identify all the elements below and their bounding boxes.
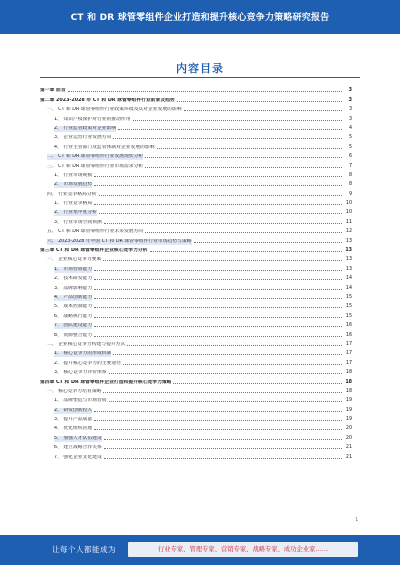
toc-leader-dots xyxy=(104,439,342,440)
toc-entry-title: 1、 核心竞争力的形成机制 xyxy=(54,351,112,357)
toc-entry-page: 21 xyxy=(345,445,352,451)
toc-entry-title: 4、 优化组织管理 xyxy=(54,426,93,432)
toc-entry[interactable] xyxy=(40,235,352,244)
toc-entry-page: 12 xyxy=(345,229,352,235)
toc-leader-dots xyxy=(94,411,342,412)
toc-entry-title: 3、 企业运营行业发展方向 xyxy=(54,135,112,141)
toc-entry[interactable] xyxy=(40,386,352,395)
toc-leader-dots xyxy=(94,279,342,280)
toc-entry-title: 一、 CT 和 DR 球管零组件行业政策环境及其对企业发展的影响 xyxy=(47,107,182,113)
toc-entry[interactable] xyxy=(40,104,352,113)
toc-entry[interactable] xyxy=(40,160,352,169)
toc-leader-dots xyxy=(173,383,342,384)
toc-leader-dots xyxy=(99,213,342,214)
toc-entry-page: 11 xyxy=(345,219,352,225)
toc-entry-page: 4 xyxy=(348,125,352,131)
toc-entry-title: 六、 2023-2028 年中国 CT 和 DR 球管零组件行业市场趋势与策略 xyxy=(47,238,192,244)
toc-entry-title: 三、 CT 和 DR 球管零组件行业市场需求分析 xyxy=(47,163,144,169)
toc-entry-title: 3、 提升产品质量 xyxy=(54,417,93,423)
toc-entry-page: 14 xyxy=(345,276,352,282)
toc-entry-page: 18 xyxy=(345,379,352,385)
toc-entry[interactable] xyxy=(40,94,352,103)
toc-entry[interactable] xyxy=(40,132,352,141)
toc-entry-title: 1、 市场营销能力 xyxy=(54,266,93,272)
toc-entry-title: 第一章 前言 xyxy=(40,88,66,94)
toc-entry-title: 五、 CT 和 DR 球管零组件行业未来发展方向 xyxy=(47,229,144,235)
toc-entry[interactable] xyxy=(40,423,352,432)
toc-entry[interactable] xyxy=(40,273,352,282)
toc-entry[interactable] xyxy=(40,207,352,216)
toc-leader-dots xyxy=(94,326,342,327)
toc-entry-title: 1、 行业市场规模 xyxy=(54,172,93,178)
toc-entry-title: 二、 CT 和 DR 球管零组件行业发展现状分析 xyxy=(47,154,144,160)
footer-slogan: 让每个人都能成为 xyxy=(52,545,116,554)
toc-entry[interactable] xyxy=(40,170,352,179)
toc-leader-dots xyxy=(133,120,342,121)
toc-entry-page: 18 xyxy=(345,388,352,394)
table-of-contents xyxy=(40,85,352,461)
toc-entry-title: 6、 战略执行能力 xyxy=(54,313,93,319)
toc-entry-page: 9 xyxy=(348,191,352,197)
toc-entry-page: 17 xyxy=(345,351,352,357)
toc-entry-title: 一、 企业核心竞争力要素 xyxy=(47,257,102,263)
toc-entry[interactable] xyxy=(40,188,352,197)
toc-entry-title: 3、 品牌影响能力 xyxy=(54,285,93,291)
toc-entry[interactable] xyxy=(40,442,352,451)
toc-leader-dots xyxy=(157,148,342,149)
toc-leader-dots xyxy=(123,364,342,365)
toc-entry-page: 19 xyxy=(345,407,352,413)
toc-leader-dots xyxy=(94,289,342,290)
toc-entry[interactable] xyxy=(40,432,352,441)
toc-entry-page: 21 xyxy=(345,454,352,460)
toc-entry-title: 一、 核心竞争力培育策略 xyxy=(47,388,102,394)
toc-entry-title: 2、 市场发展趋势 xyxy=(54,182,93,188)
toc-entry-title: 4、 行业主管部门及监管体制对企业发展的影响 xyxy=(54,144,155,150)
toc-entry-title: 7、 团队建设能力 xyxy=(54,323,93,329)
toc-entry-page: 6 xyxy=(348,154,352,160)
toc-entry[interactable] xyxy=(40,151,352,160)
toc-entry-title: 第三章 CT 和 DR 球管零组件企业核心竞争力分析 xyxy=(40,248,148,254)
toc-entry[interactable] xyxy=(40,292,352,301)
toc-entry[interactable] xyxy=(40,348,352,357)
toc-entry[interactable] xyxy=(40,451,352,460)
toc-entry[interactable] xyxy=(40,320,352,329)
toc-leader-dots xyxy=(94,185,342,186)
toc-entry-title: 二、 企业核心竞争力构建与提升方式 xyxy=(47,341,126,347)
toc-entry-page: 13 xyxy=(345,257,352,263)
toc-entry[interactable] xyxy=(40,414,352,423)
toc-entry-title: 第二章 2023-2028 年 CT 和 DR 球管零组件行业前景及趋势 xyxy=(40,97,175,103)
toc-entry-page: 7 xyxy=(348,163,352,169)
toc-divider xyxy=(40,77,360,78)
toc-entry[interactable] xyxy=(40,123,352,132)
toc-entry[interactable] xyxy=(40,263,352,272)
toc-leader-dots xyxy=(94,176,342,177)
toc-leader-dots xyxy=(94,298,342,299)
toc-leader-dots xyxy=(113,354,342,355)
toc-leader-dots xyxy=(94,307,342,308)
footer-tagline: 行业专家、管理专家、营销专家、战略专家、成功企业家…… xyxy=(128,542,358,557)
toc-leader-dots xyxy=(113,138,342,139)
toc-leader-dots xyxy=(145,232,342,233)
toc-leader-dots xyxy=(99,195,343,196)
toc-leader-dots xyxy=(109,401,342,402)
toc-entry-title: 1、 行业竞争格局 xyxy=(54,201,93,207)
toc-leader-dots xyxy=(68,91,342,92)
toc-leader-dots xyxy=(94,336,342,337)
toc-entry-page: 8 xyxy=(348,172,352,178)
toc-leader-dots xyxy=(94,204,342,205)
page-number-marker: 1 xyxy=(355,517,358,522)
toc-entry-page: 17 xyxy=(345,360,352,366)
toc-entry[interactable] xyxy=(40,367,352,376)
toc-leader-dots xyxy=(145,157,342,158)
toc-entry-title: 4、 产品创新能力 xyxy=(54,294,93,300)
toc-entry-title: 6、 建立战略合作关系 xyxy=(54,445,102,451)
toc-entry[interactable] xyxy=(40,404,352,413)
toc-entry-title: 四、 行业竞争格局分析 xyxy=(47,191,97,197)
toc-leader-dots xyxy=(104,448,342,449)
toc-entry[interactable] xyxy=(40,216,352,225)
toc-entry[interactable] xyxy=(40,339,352,348)
toc-entry-page: 20 xyxy=(345,435,352,441)
toc-leader-dots xyxy=(118,129,342,130)
toc-entry-page: 3 xyxy=(348,97,352,103)
toc-entry[interactable] xyxy=(40,301,352,310)
toc-entry-page: 3 xyxy=(348,107,352,113)
toc-entry-title: 5、 成本控制能力 xyxy=(54,304,93,310)
header-banner xyxy=(0,0,400,34)
toc-entry-page: 20 xyxy=(345,426,352,432)
toc-entry-page: 3 xyxy=(348,88,352,94)
toc-entry-title: 8、 资源整合能力 xyxy=(54,332,93,338)
toc-entry[interactable] xyxy=(40,282,352,291)
toc-entry-title: 1、 品牌塑造与市场营销 xyxy=(54,398,107,404)
toc-heading: 内容目录 xyxy=(176,62,224,75)
toc-entry[interactable] xyxy=(40,179,352,188)
toc-leader-dots xyxy=(145,167,342,168)
toc-entry[interactable] xyxy=(40,376,352,385)
toc-entry-page: 15 xyxy=(345,294,352,300)
toc-entry-page: 10 xyxy=(345,210,352,216)
toc-entry-page: 3 xyxy=(348,116,352,122)
toc-entry[interactable] xyxy=(40,85,352,94)
toc-leader-dots xyxy=(184,110,342,111)
toc-leader-dots xyxy=(103,260,342,261)
toc-entry-title: 1、 知识产权保护对行业的推动作用 xyxy=(54,116,131,122)
toc-entry[interactable] xyxy=(40,329,352,338)
toc-leader-dots xyxy=(94,270,342,271)
toc-entry-title: 5、 加强人才队伍建设 xyxy=(54,435,102,441)
toc-leader-dots xyxy=(94,317,342,318)
report-title: CT 和 DR 球管零组件企业打造和提升核心竞争力策略研究报告 xyxy=(70,13,330,23)
toc-entry-page: 15 xyxy=(345,313,352,319)
toc-entry[interactable] xyxy=(40,113,352,122)
toc-entry-page: 16 xyxy=(345,323,352,329)
toc-leader-dots xyxy=(177,101,342,102)
toc-entry[interactable] xyxy=(40,245,352,254)
toc-entry-title: 2、 提升核心竞争力的主要途径 xyxy=(54,360,121,366)
toc-leader-dots xyxy=(150,251,343,252)
toc-entry[interactable] xyxy=(40,357,352,366)
toc-entry-title: 第四章 CT 和 DR 球管零组件企业打造和提升核心竞争力策略 xyxy=(40,379,172,385)
toc-entry-title: 2、 技术研发能力 xyxy=(54,276,93,282)
toc-entry[interactable] xyxy=(40,198,352,207)
toc-entry-page: 8 xyxy=(348,182,352,188)
toc-leader-dots xyxy=(109,373,342,374)
toc-entry[interactable] xyxy=(40,395,352,404)
toc-leader-dots xyxy=(127,345,342,346)
toc-leader-dots xyxy=(103,392,342,393)
toc-entry[interactable] xyxy=(40,141,352,150)
toc-entry[interactable] xyxy=(40,254,352,263)
toc-entry-title: 7、 强化企业文化建设 xyxy=(54,454,102,460)
toc-entry-title: 2、 行业集中度分析 xyxy=(54,210,97,216)
toc-entry-page: 14 xyxy=(345,285,352,291)
toc-entry-title: 2、 研发创新投入 xyxy=(54,407,93,413)
toc-entry-page: 13 xyxy=(345,266,352,272)
footer-banner xyxy=(0,535,400,565)
toc-entry-page: 13 xyxy=(345,248,352,254)
toc-entry[interactable] xyxy=(40,226,352,235)
toc-entry-page: 5 xyxy=(348,144,352,150)
toc-leader-dots xyxy=(94,420,342,421)
toc-entry-page: 17 xyxy=(345,341,352,347)
toc-entry-page: 19 xyxy=(345,398,352,404)
toc-leader-dots xyxy=(104,223,342,224)
toc-entry-page: 18 xyxy=(345,370,352,376)
toc-leader-dots xyxy=(94,429,342,430)
toc-leader-dots xyxy=(194,242,342,243)
toc-entry-page: 13 xyxy=(345,238,352,244)
toc-entry-page: 15 xyxy=(345,304,352,310)
toc-entry[interactable] xyxy=(40,310,352,319)
toc-entry-page: 5 xyxy=(348,135,352,141)
toc-leader-dots xyxy=(104,458,342,459)
toc-entry-page: 10 xyxy=(345,201,352,207)
toc-entry-title: 3、 核心竞争力评价体系 xyxy=(54,370,107,376)
toc-entry-title: 2、 行业监管政策对企业影响 xyxy=(54,125,117,131)
toc-entry-page: 16 xyxy=(345,332,352,338)
toc-entry-page: 19 xyxy=(345,417,352,423)
toc-entry-title: 3、 行业市场空间预测 xyxy=(54,219,102,225)
